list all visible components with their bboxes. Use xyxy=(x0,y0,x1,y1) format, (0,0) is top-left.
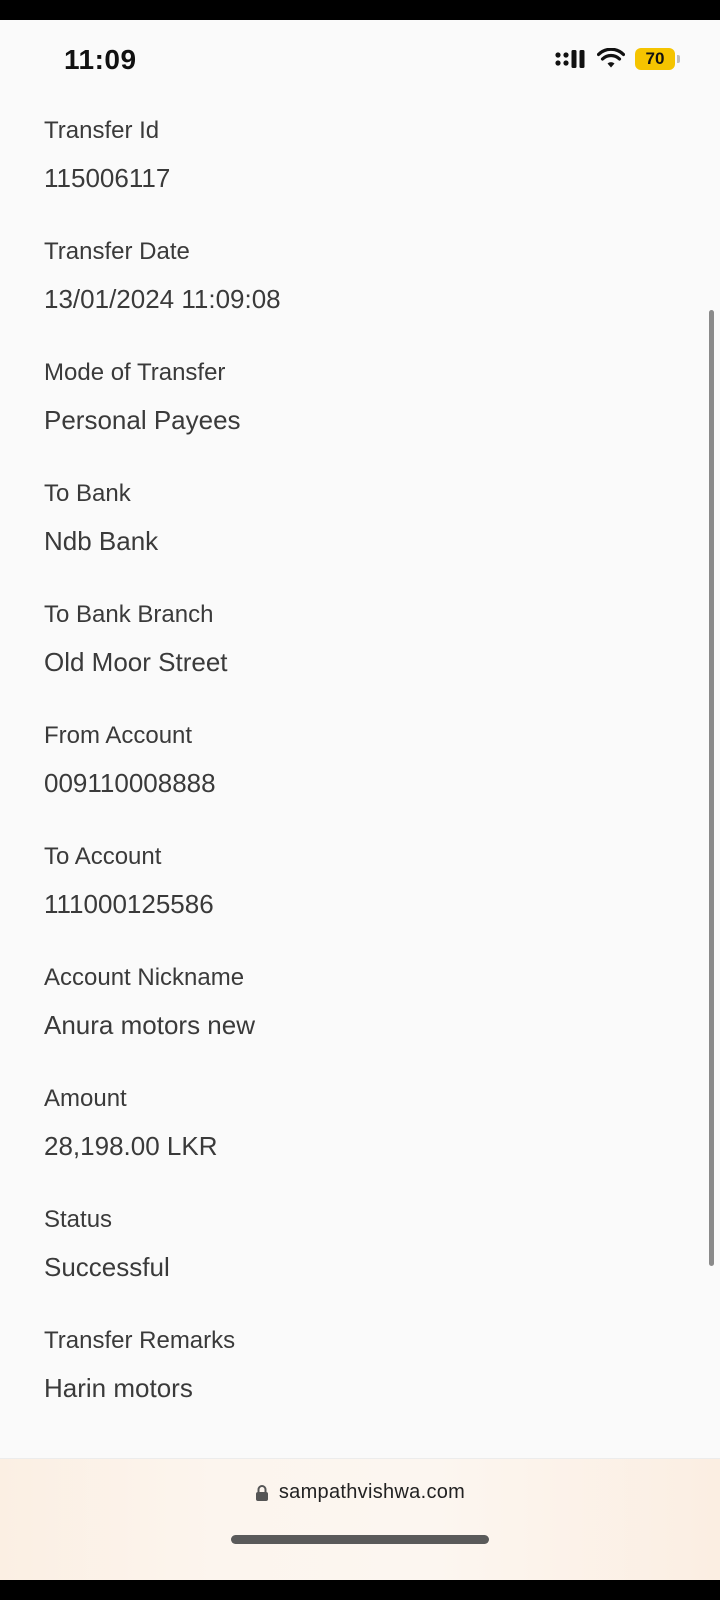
field-label: Transfer Date xyxy=(44,238,190,265)
detail-field-transfer-date xyxy=(44,238,664,359)
phone-screen xyxy=(0,20,720,1580)
field-label: Account Nickname xyxy=(44,964,245,991)
field-value: 009110008888 xyxy=(44,768,216,798)
detail-field-mode-of-transfer xyxy=(44,359,664,480)
field-value: Harin motors xyxy=(44,1373,193,1403)
detail-field-status xyxy=(44,1206,664,1327)
url-row[interactable] xyxy=(0,1481,720,1504)
field-value: 13/01/2024 11:09:08 xyxy=(44,284,281,314)
field-label: To Account xyxy=(44,843,162,870)
url-text[interactable]: sampathvishwa.com xyxy=(278,1481,466,1503)
status-time: 11:09 xyxy=(64,44,137,75)
field-value: Anura motors new xyxy=(44,1010,255,1040)
battery-nub xyxy=(677,55,680,63)
field-label: Transfer Remarks xyxy=(44,1327,236,1354)
detail-field-to-bank xyxy=(44,480,664,601)
field-value: Successful xyxy=(44,1252,170,1282)
detail-field-amount xyxy=(44,1085,664,1206)
field-label: To Bank xyxy=(44,480,131,507)
lock-icon xyxy=(255,1484,269,1502)
transfer-details xyxy=(44,117,664,1448)
field-label: Amount xyxy=(44,1085,127,1112)
wifi-icon xyxy=(597,48,625,70)
field-value: Ndb Bank xyxy=(44,526,159,556)
field-value: 115006117 xyxy=(44,163,171,193)
detail-field-account-nickname xyxy=(44,964,664,1085)
browser-address-bar[interactable] xyxy=(0,1458,720,1580)
detail-field-from-account xyxy=(44,722,664,843)
field-value: Old Moor Street xyxy=(44,647,228,677)
detail-field-transfer-id xyxy=(44,117,664,238)
status-icons xyxy=(555,48,680,70)
field-label: Transfer Id xyxy=(44,117,160,144)
field-value: 28,198.00 LKR xyxy=(44,1131,218,1161)
signal-icon xyxy=(555,49,587,69)
field-label: From Account xyxy=(44,722,193,749)
battery-level: 70 xyxy=(645,49,665,68)
detail-field-transfer-remarks xyxy=(44,1327,664,1448)
field-label: Mode of Transfer xyxy=(44,359,226,386)
field-value: 111000125586 xyxy=(44,889,214,919)
field-label: Status xyxy=(44,1206,113,1233)
detail-field-to-account xyxy=(44,843,664,964)
home-indicator[interactable] xyxy=(231,1535,489,1544)
status-bar xyxy=(0,20,720,100)
vertical-scrollbar[interactable] xyxy=(709,310,714,1266)
battery-indicator xyxy=(635,48,675,70)
field-value: Personal Payees xyxy=(44,405,241,435)
field-label: To Bank Branch xyxy=(44,601,214,628)
detail-field-to-bank-branch xyxy=(44,601,664,722)
